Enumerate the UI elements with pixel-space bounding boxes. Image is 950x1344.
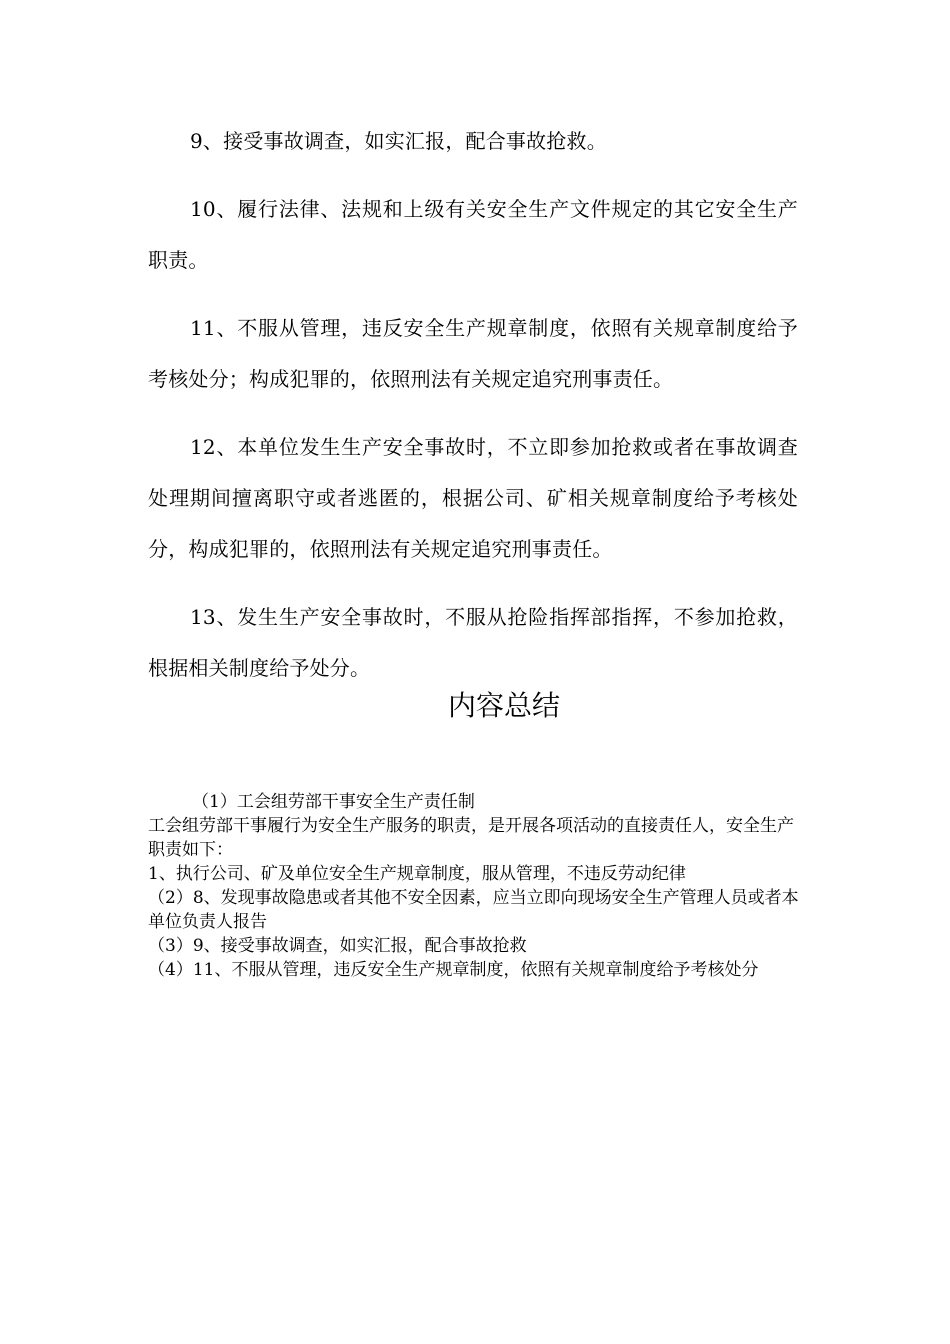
summary-line: 工会组劳部干事履行为安全生产服务的职责，是开展各项活动的直接责任人，安全生产职责如下： [148,816,794,860]
paragraph-item-13: 13、发生生产安全事故时，不服从抢险指挥部指挥，不参加抢救，根据相关制度给予处分。 [148,605,798,680]
summary-block [148,790,808,982]
paragraph-item-10: 10、履行法律、法规和上级有关安全生产文件规定的其它安全生产职责。 [148,197,798,272]
summary-heading: （1）工会组劳部干事安全生产责任制 [192,792,475,812]
document-body [148,116,798,711]
summary-line: （4）11、不服从管理，违反安全生产规章制度，依照有关规章制度给予考核处分 [148,960,759,980]
summary-line: （2）8、发现事故隐患或者其他不安全因素，应当立即向现场安全生产管理人员或者本单位负责人报告 [148,888,799,932]
paragraph-item-12: 12、本单位发生生产安全事故时，不立即参加抢救或者在事故调查处理期间擅离职守或者逃匿的，根据公司、矿相关规章制度给予考核处分，构成犯罪的，依照刑法有关规定追究刑事责任。 [148,435,798,561]
summary-line: 1、执行公司、矿及单位安全生产规章制度，服从管理，不违反劳动纪律 [148,864,686,884]
paragraph-item-9: 9、接受事故调查，如实汇报，配合事故抢救。 [190,129,607,153]
summary-line: （3）9、接受事故调查，如实汇报，配合事故抢救 [148,936,527,956]
summary-title: 内容总结 [447,689,560,722]
paragraph-item-11: 11、不服从管理，违反安全生产规章制度，依照有关规章制度给予考核处分；构成犯罪的，依照刑法有关规定追究刑事责任。 [148,316,798,391]
